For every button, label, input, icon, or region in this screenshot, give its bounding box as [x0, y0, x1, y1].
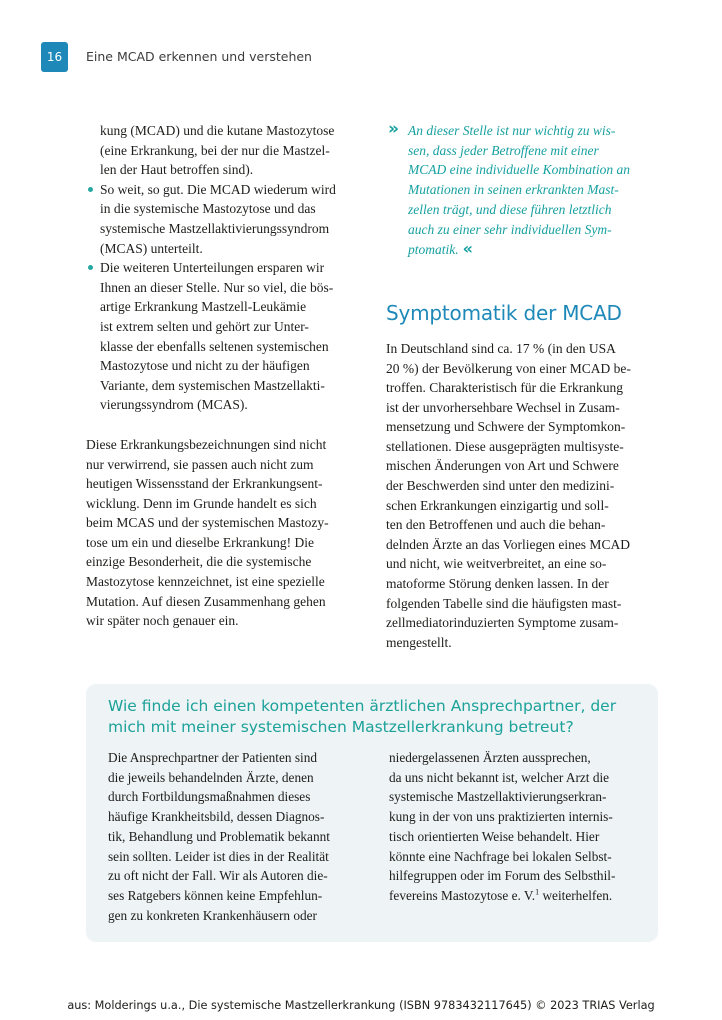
text-line: Variante, dem systemischen Mastzellakti-	[100, 377, 325, 393]
list-item	[86, 258, 372, 415]
text-line: Ihnen an dieser Stelle. Nur so viel, die bös-	[100, 279, 334, 295]
bullet-dot-icon	[88, 265, 93, 270]
quote-close-icon: «	[462, 239, 473, 259]
footnote-reference[interactable]: 1	[535, 887, 540, 897]
page-number: 16	[46, 50, 63, 64]
text-segment: fevereins Mastozytose e. V.	[389, 887, 536, 903]
text-segment: weiterhelfen.	[539, 887, 613, 903]
text-line: stellationen. Diese ausgeprägten multisyste-	[386, 438, 624, 454]
text-line: Mutation. Auf diesen Zusammenhang gehen	[86, 593, 326, 609]
text-line: kung (MCAD) und die kutane Mastozytose	[100, 123, 335, 138]
text-line: systemische Mastzellaktivierungserkran-	[389, 789, 607, 805]
text-line: len der Haut betroffen sind).	[100, 162, 254, 178]
text-line: mengestellt.	[386, 634, 452, 650]
text-line: tisch orientierten Weise behandelt. Hier	[389, 828, 600, 844]
body-paragraph	[86, 435, 372, 631]
quote-line: ptomatik.	[408, 242, 459, 258]
text-line: Mastozytose kennzeichnet, ist eine spezielle	[86, 574, 325, 590]
text-line: troffen. Charakteristisch für die Erkrankung	[386, 380, 624, 396]
text-line: mensetzung und Schwere der Symptomkon-	[386, 419, 626, 435]
text-line: wicklung. Denn im Grunde handelt es sich	[86, 495, 317, 511]
pull-quote	[386, 121, 656, 260]
quote-line-last	[408, 239, 656, 260]
quote-line: auch zu einer sehr individuellen Sym-	[408, 221, 612, 237]
text-line: zellmediatorinduzierten Symptome zusam-	[386, 615, 619, 631]
text-line: klasse der ebenfalls seltenen systemischen	[100, 338, 329, 354]
text-line-last	[389, 886, 647, 906]
text-line: tose um ein und dieselbe Erkrankung! Die	[86, 534, 314, 550]
text-line: zu oft nicht der Fall. Wir als Autoren die-	[108, 868, 328, 884]
text-line: gen zu konkreten Krankenhäusern oder	[108, 907, 317, 923]
text-line: einzige Besonderheit, die die systemische	[86, 554, 312, 570]
text-line: ses Ratgebers können keine Empfehlun-	[108, 887, 323, 903]
text-line: in die systemische Mastozytose und das	[100, 201, 316, 217]
text-line: sein sollten. Leider ist dies in der Realität	[108, 848, 329, 864]
quote-open-icon: »	[388, 119, 399, 139]
right-column	[386, 121, 656, 652]
text-line: vierungssyndrom (MCAS).	[100, 397, 248, 413]
quote-line: sen, dass jeder Betroffene mit einer	[408, 142, 599, 158]
info-box	[86, 684, 658, 942]
text-line: ist extrem selten und gehört zur Unter-	[100, 318, 309, 334]
text-line: tik, Behandlung und Problematik bekannt	[108, 828, 330, 844]
body-paragraph	[386, 339, 656, 653]
text-line: nur verwirrend, sie passen auch nicht zum	[86, 456, 314, 472]
text-line: 20 %) der Bevölkerung von einer MCAD be-	[386, 360, 631, 376]
list-continuation	[100, 121, 372, 180]
text-line: wir später noch genauer ein.	[86, 613, 239, 629]
text-line: niedergelassenen Ärzten aussprechen,	[389, 750, 591, 765]
quote-line: MCAD eine individuelle Kombination an	[408, 162, 630, 178]
page-number-badge	[41, 42, 68, 72]
text-line: schen Erkrankungen einzigartig und soll-	[386, 497, 609, 513]
quote-line: An dieser Stelle ist nur wichtig zu wis-	[408, 123, 616, 138]
text-line: matoforme Störung denken lassen. In der	[386, 576, 609, 592]
text-line: beim MCAS und der systemischen Mastozy-	[86, 515, 329, 531]
left-column	[86, 121, 372, 631]
text-line: da uns nicht bekannt ist, welcher Arzt die	[389, 769, 610, 785]
text-line: hilfegruppen oder im Forum des Selbsthil-	[389, 868, 616, 884]
text-line: Diese Erkrankungsbezeichnungen sind nicht	[86, 436, 327, 452]
text-line: So weit, so gut. Die MCAD wiederum wird	[100, 181, 336, 197]
info-box-title	[108, 696, 648, 738]
text-line: ist der unvorhersehbare Wechsel in Zusam-	[386, 399, 620, 415]
text-line: (eine Erkrankung, bei der nur die Mastzel-	[100, 142, 330, 158]
text-line: durch Fortbildungsmaßnahmen dieses	[108, 789, 311, 805]
quote-line: zellen trägt, und diese führen letztlich	[408, 201, 612, 217]
list-item	[86, 180, 372, 258]
text-line: könnte eine Nachfrage bei lokalen Selbst-	[389, 848, 612, 864]
title-line: Wie finde ich einen kompetenten ärztlichen Ansprechpartner, der	[108, 697, 617, 715]
text-line: mischen Änderungen von Art und Schwere	[386, 458, 619, 474]
info-box-right-column	[389, 748, 647, 906]
text-line: die jeweils behandelnden Ärzte, denen	[108, 769, 314, 785]
text-line: kung in der von uns praktizierten internis-	[389, 809, 613, 825]
text-line: systemische Mastzellaktivierungssyndrom	[100, 220, 330, 236]
text-line: heutigen Wissensstand der Erkrankungsent-	[86, 476, 323, 492]
title-line: mich mit meiner systemischen Mastzellerkrankung betreut?	[108, 718, 574, 736]
text-line: artige Erkrankung Mastzell-Leukämie	[100, 299, 307, 315]
text-line: Die weiteren Unterteilungen ersparen wir	[100, 260, 325, 276]
text-line: ten den Betroffenen und auch die behan-	[386, 517, 606, 533]
text-line: der Beschwerden sind unter den medizini-	[386, 478, 615, 494]
text-line: In Deutschland sind ca. 17 % (in den USA	[386, 340, 616, 356]
bullet-list	[86, 180, 372, 415]
running-title: Eine MCAD erkennen und verstehen	[86, 49, 312, 64]
quote-line: Mutationen in seinen erkrankten Mast-	[408, 182, 619, 198]
info-box-left-column	[108, 748, 364, 925]
text-line: folgenden Tabelle sind die häufigsten mast-	[386, 595, 622, 611]
text-line: und nicht, wie weitverbreitet, an eine so-	[386, 556, 607, 572]
text-line: Mastozytose und nicht zu der häufigen	[100, 358, 310, 374]
citation-footer: aus: Molderings u.a., Die systemische Mastzellerkrankung (ISBN 9783432117645) © 2023 TRIAS Verlag	[67, 999, 655, 1012]
text-line: delnden Ärzte an das Vorliegen eines MCAD	[386, 536, 630, 552]
text-line: (MCAS) unterteilt.	[100, 240, 203, 256]
section-title: Symptomatik der MCAD	[386, 300, 622, 325]
text-line: Die Ansprechpartner der Patienten sind	[108, 750, 317, 765]
bullet-dot-icon	[88, 187, 93, 192]
text-line: häufige Krankheitsbild, dessen Diagnos-	[108, 809, 325, 825]
